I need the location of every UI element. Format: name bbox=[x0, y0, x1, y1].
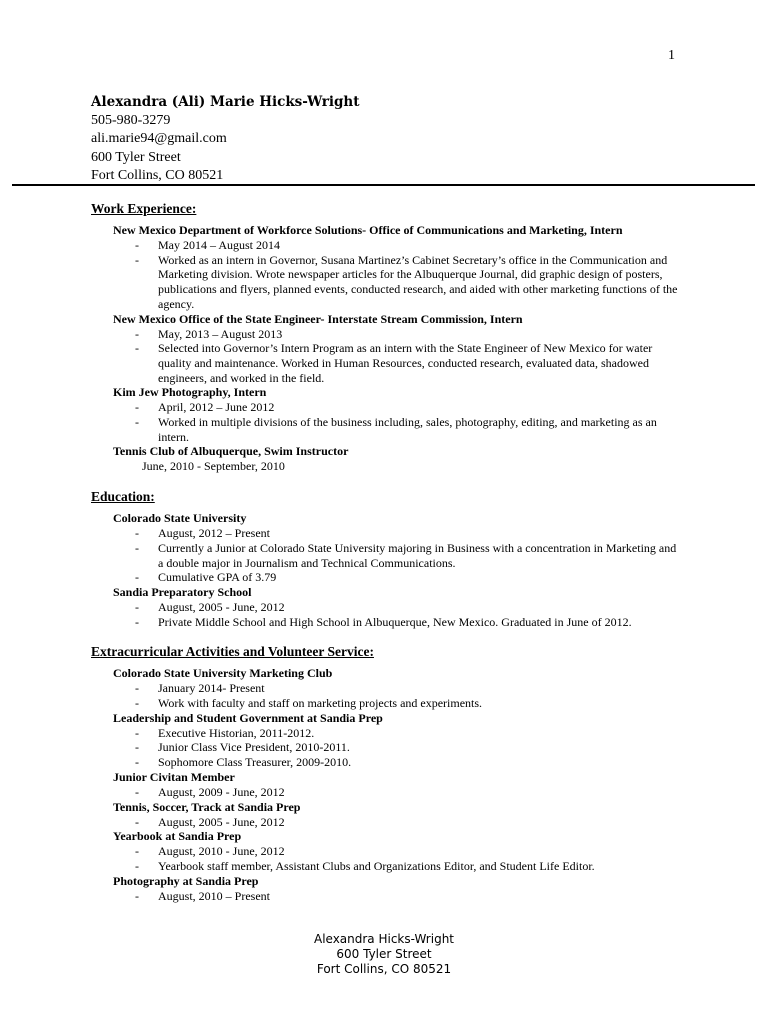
list-item: - Selected into Governor’s Intern Program as an intern with the State Engineer of New Mexico for water quality and maintenance. Worked in Human Resources, conducted research, evaluated data, shadowed engineers, and worked in the field. bbox=[91, 341, 681, 385]
list-item: - August, 2012 – Present bbox=[91, 526, 681, 541]
list-item: - August, 2009 - June, 2012 bbox=[91, 785, 681, 800]
section-title-education: Education: bbox=[91, 489, 155, 505]
email-address: ali.marie94@gmail.com bbox=[91, 131, 227, 146]
entry-title: Kim Jew Photography, Intern bbox=[113, 385, 267, 400]
section-title-work: Work Experience: bbox=[91, 201, 197, 216]
entry-items bbox=[91, 844, 681, 873]
list-item: - Work with faculty and staff on marketing projects and experiments. bbox=[91, 696, 681, 711]
list-item: - Executive Historian, 2011-2012. bbox=[91, 726, 681, 741]
list-item: - Cumulative GPA of 3.79 bbox=[91, 570, 681, 585]
entry-title: New Mexico Office of the State Engineer- Interstate Stream Commission, Intern bbox=[113, 311, 523, 326]
list-item: - Currently a Junior at Colorado State University majoring in Business with a concentration in Marketing and a double major in Journalism and Technical Communications. bbox=[91, 541, 681, 570]
page-footer bbox=[0, 932, 768, 977]
entry-items bbox=[91, 600, 681, 629]
footer-name: Alexandra Hicks-Wright bbox=[313, 932, 454, 946]
list-item: - January 2014- Present bbox=[91, 681, 681, 696]
education-section bbox=[91, 488, 681, 629]
header-divider bbox=[12, 184, 755, 186]
list-item: - Worked as an intern in Governor, Susana Martinez’s Cabinet Secretary’s office in the Communication and Marketing division. Wrote newspaper articles for the Albuquerque Journal, did graphic design of posters, publications and flyers, planned events, conducted research, and aided with other marketing functions of the agency. bbox=[91, 253, 681, 312]
entry-title: Photography at Sandia Prep bbox=[113, 873, 259, 888]
entry-items bbox=[91, 726, 681, 770]
section-title-activities: Extracurricular Activities and Volunteer Service: bbox=[91, 644, 374, 660]
entry-items bbox=[91, 785, 681, 800]
entry-title: Tennis Club of Albuquerque, Swim Instructor bbox=[113, 444, 349, 459]
entry-items bbox=[91, 526, 681, 585]
list-item: - May, 2013 – August 2013 bbox=[91, 327, 681, 342]
entry-title: Leadership and Student Government at Sandia Prep bbox=[113, 710, 383, 725]
city-state-zip: Fort Collins, CO 80521 bbox=[91, 168, 224, 183]
list-item: - Junior Class Vice President, 2010-2011. bbox=[91, 740, 681, 755]
work-experience-section bbox=[91, 200, 681, 474]
footer-city: Fort Collins, CO 80521 bbox=[316, 962, 452, 976]
entry-items bbox=[91, 327, 681, 386]
entry-title: New Mexico Department of Workforce Solutions- Office of Communications and Marketing, Intern bbox=[113, 223, 623, 237]
entry-title: Tennis, Soccer, Track at Sandia Prep bbox=[113, 799, 301, 814]
entry-items bbox=[91, 400, 681, 444]
list-item: - August, 2010 - June, 2012 bbox=[91, 844, 681, 859]
list-item: - Worked in multiple divisions of the business including, sales, photography, editing, and marketing as an intern. bbox=[91, 415, 681, 444]
list-item: - April, 2012 – June 2012 bbox=[91, 400, 681, 415]
activities-section bbox=[91, 643, 681, 903]
page-number: 1 bbox=[668, 48, 675, 63]
entry-items bbox=[91, 815, 681, 830]
entry-items bbox=[91, 889, 681, 904]
entry-dates: June, 2010 - September, 2010 bbox=[142, 459, 285, 474]
list-item: - August, 2005 - June, 2012 bbox=[91, 600, 681, 615]
footer-street: 600 Tyler Street bbox=[336, 947, 432, 961]
entry-title: Yearbook at Sandia Prep bbox=[113, 829, 242, 844]
resume-body bbox=[91, 200, 681, 917]
entry-items bbox=[91, 238, 681, 312]
entry-title: Colorado State University bbox=[113, 511, 247, 526]
entry-title: Colorado State University Marketing Club bbox=[113, 666, 333, 681]
list-item: - August, 2010 – Present bbox=[91, 889, 681, 904]
entry-items bbox=[91, 681, 681, 710]
list-item: - Yearbook staff member, Assistant Clubs and Organizations Editor, and Student Life Editor. bbox=[91, 859, 681, 874]
entry-title: Junior Civitan Member bbox=[113, 769, 235, 784]
list-item: - Sophomore Class Treasurer, 2009-2010. bbox=[91, 755, 681, 770]
street-address: 600 Tyler Street bbox=[91, 149, 181, 165]
contact-header bbox=[91, 93, 359, 186]
list-item: - Private Middle School and High School in Albuquerque, New Mexico. Graduated in June of 2012. bbox=[91, 615, 681, 630]
list-item: - May 2014 – August 2014 bbox=[91, 238, 681, 253]
list-item: - August, 2005 - June, 2012 bbox=[91, 815, 681, 830]
phone-number: 505-980-3279 bbox=[91, 112, 171, 128]
entry-title: Sandia Preparatory School bbox=[113, 584, 252, 599]
applicant-name: Alexandra (Ali) Marie Hicks-Wright bbox=[91, 94, 360, 110]
